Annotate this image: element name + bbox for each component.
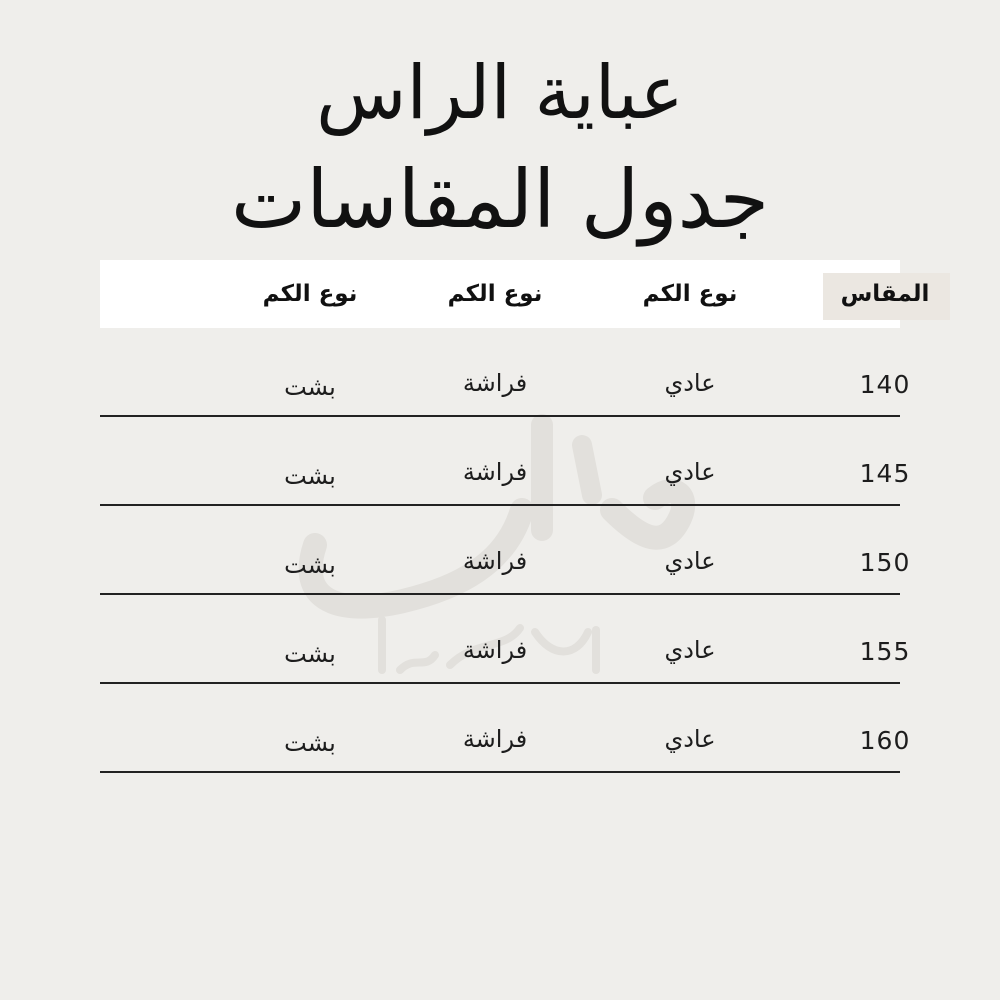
sleeve-normal: عادي — [664, 458, 716, 486]
sleeve-bisht: بشت — [284, 551, 336, 579]
sleeve-normal: عادي — [664, 725, 716, 753]
table-header — [100, 260, 930, 328]
page-subtitle: جدول المقاسات — [230, 153, 770, 246]
sleeve-butterfly: فراشة — [462, 725, 528, 753]
sleeve-bisht: بشت — [284, 640, 336, 668]
size-value: 145 — [859, 459, 911, 488]
table-row — [100, 506, 911, 595]
table-row — [100, 595, 911, 684]
sleeve-bisht: بشت — [284, 462, 336, 490]
size-value: 140 — [859, 370, 911, 399]
page-title: عباية الراس — [316, 50, 684, 136]
table-row — [100, 684, 911, 773]
sleeve-butterfly: فراشة — [462, 547, 528, 575]
table-row — [100, 328, 911, 417]
table-row — [100, 417, 911, 506]
header-size: المقاس — [840, 281, 930, 307]
row-divider — [100, 771, 900, 773]
sleeve-normal: عادي — [664, 369, 716, 397]
size-value: 155 — [859, 637, 911, 666]
sleeve-bisht: بشت — [284, 729, 336, 757]
sleeve-bisht: بشت — [284, 373, 336, 401]
size-value: 160 — [859, 726, 911, 755]
sleeve-normal: عادي — [664, 636, 716, 664]
sleeve-butterfly: فراشة — [462, 369, 528, 397]
header-sleeve-type: نوع الكم — [447, 281, 543, 307]
header-sleeve-type: نوع الكم — [642, 281, 738, 307]
header-sleeve-type: نوع الكم — [262, 281, 358, 307]
sleeve-butterfly: فراشة — [462, 636, 528, 664]
sleeve-normal: عادي — [664, 547, 716, 575]
size-value: 150 — [859, 548, 911, 577]
sleeve-butterfly: فراشة — [462, 458, 528, 486]
